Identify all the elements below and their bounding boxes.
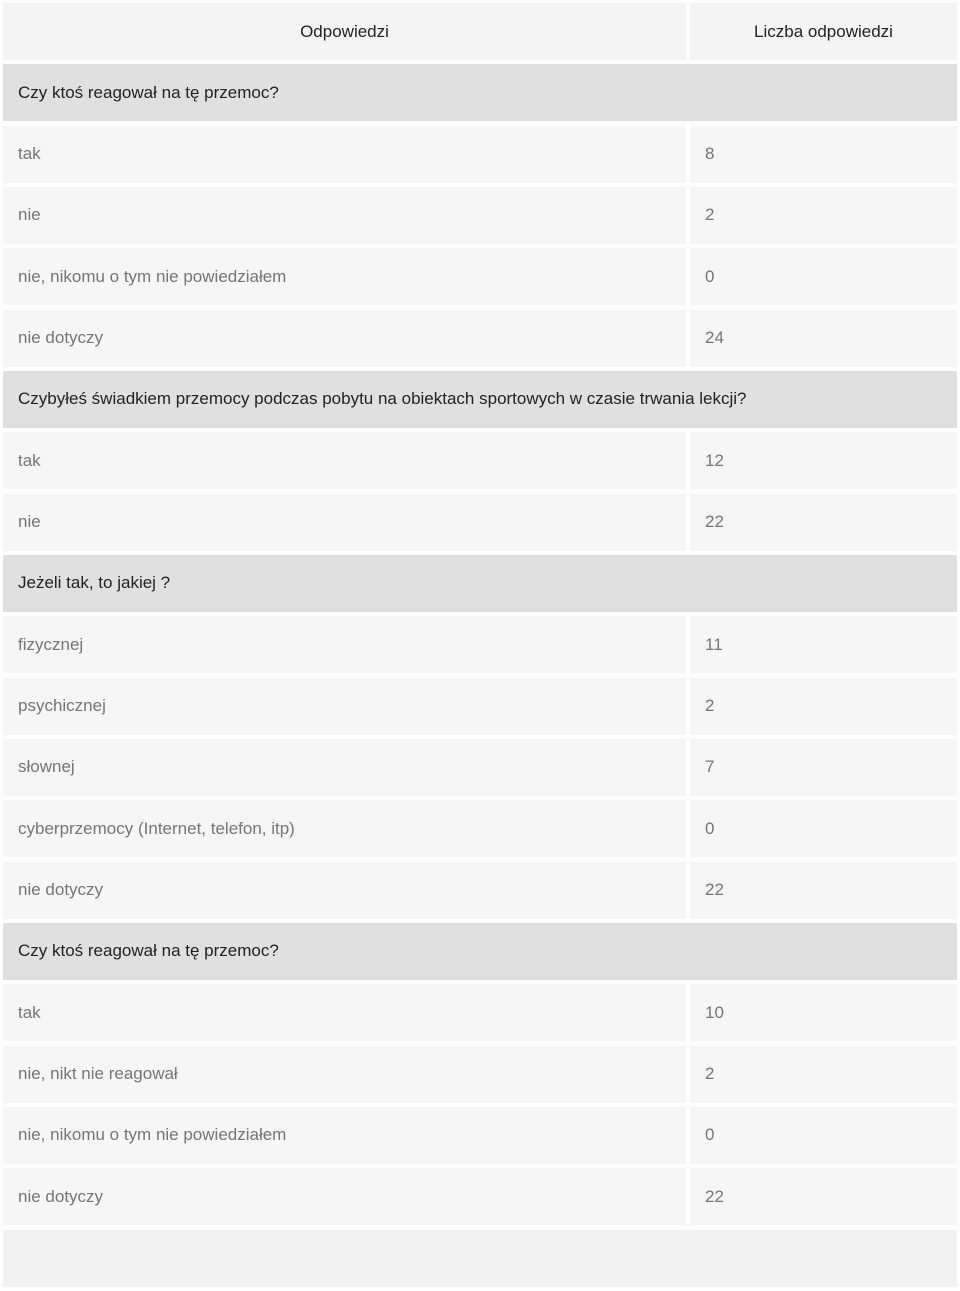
answer-row — [3, 800, 957, 857]
answer-count: 22 — [690, 1168, 957, 1225]
answer-row — [3, 1168, 957, 1225]
answer-label: nie dotyczy — [3, 862, 686, 919]
question-text: Czy ktoś reagował na tę przemoc? — [18, 941, 279, 961]
answer-count: 10 — [690, 984, 957, 1041]
answer-label: nie — [3, 494, 686, 551]
question-text: Czybyłeś świadkiem przemocy podczas pobytu na obiektach sportowych w czasie trwania lekcji? — [18, 389, 747, 409]
answer-label: nie, nikt nie reagował — [3, 1046, 686, 1103]
answer-label: słownej — [3, 739, 686, 796]
answer-label: psychicznej — [3, 678, 686, 735]
answer-row — [3, 1107, 957, 1164]
answer-label: nie — [3, 187, 686, 244]
header-answers: Odpowiedzi — [3, 3, 686, 60]
answer-count: 22 — [690, 862, 957, 919]
answer-count: 2 — [690, 187, 957, 244]
question-row — [3, 371, 957, 428]
answer-row — [3, 678, 957, 735]
table-body — [3, 64, 957, 1225]
answer-row — [3, 187, 957, 244]
answer-row — [3, 248, 957, 305]
answer-row — [3, 739, 957, 796]
answer-count: 22 — [690, 494, 957, 551]
question-text: Czy ktoś reagował na tę przemoc? — [18, 82, 279, 102]
answer-label: nie dotyczy — [3, 1168, 686, 1225]
answer-count: 24 — [690, 310, 957, 367]
table-footer-row — [3, 1230, 957, 1287]
answer-row — [3, 1046, 957, 1103]
answer-count: 8 — [690, 126, 957, 183]
answer-row — [3, 616, 957, 673]
answer-count: 0 — [690, 1107, 957, 1164]
answer-count: 2 — [690, 678, 957, 735]
answer-count: 7 — [690, 739, 957, 796]
answer-row — [3, 310, 957, 367]
empty-footer-cell — [3, 1230, 957, 1287]
answer-count: 2 — [690, 1046, 957, 1103]
answer-label: nie, nikomu o tym nie powiedziałem — [3, 248, 686, 305]
header-count: Liczba odpowiedzi — [690, 3, 957, 60]
answer-count: 0 — [690, 800, 957, 857]
answer-label: cyberprzemocy (Internet, telefon, itp) — [3, 800, 686, 857]
answer-count: 11 — [690, 616, 957, 673]
answer-row — [3, 494, 957, 551]
answer-label: tak — [3, 432, 686, 489]
answer-label: nie, nikomu o tym nie powiedziałem — [3, 1107, 686, 1164]
question-row — [3, 923, 957, 980]
answer-label: fizycznej — [3, 616, 686, 673]
answer-row — [3, 126, 957, 183]
answer-row — [3, 862, 957, 919]
answer-row — [3, 984, 957, 1041]
survey-results-table — [3, 3, 957, 1291]
answer-label: nie dotyczy — [3, 310, 686, 367]
answer-count: 0 — [690, 248, 957, 305]
question-row — [3, 555, 957, 612]
question-text: Jeżeli tak, to jakiej ? — [18, 573, 171, 593]
table-header — [3, 3, 957, 60]
answer-label: tak — [3, 984, 686, 1041]
answer-label: tak — [3, 126, 686, 183]
question-row — [3, 64, 957, 121]
answer-row — [3, 432, 957, 489]
answer-count: 12 — [690, 432, 957, 489]
